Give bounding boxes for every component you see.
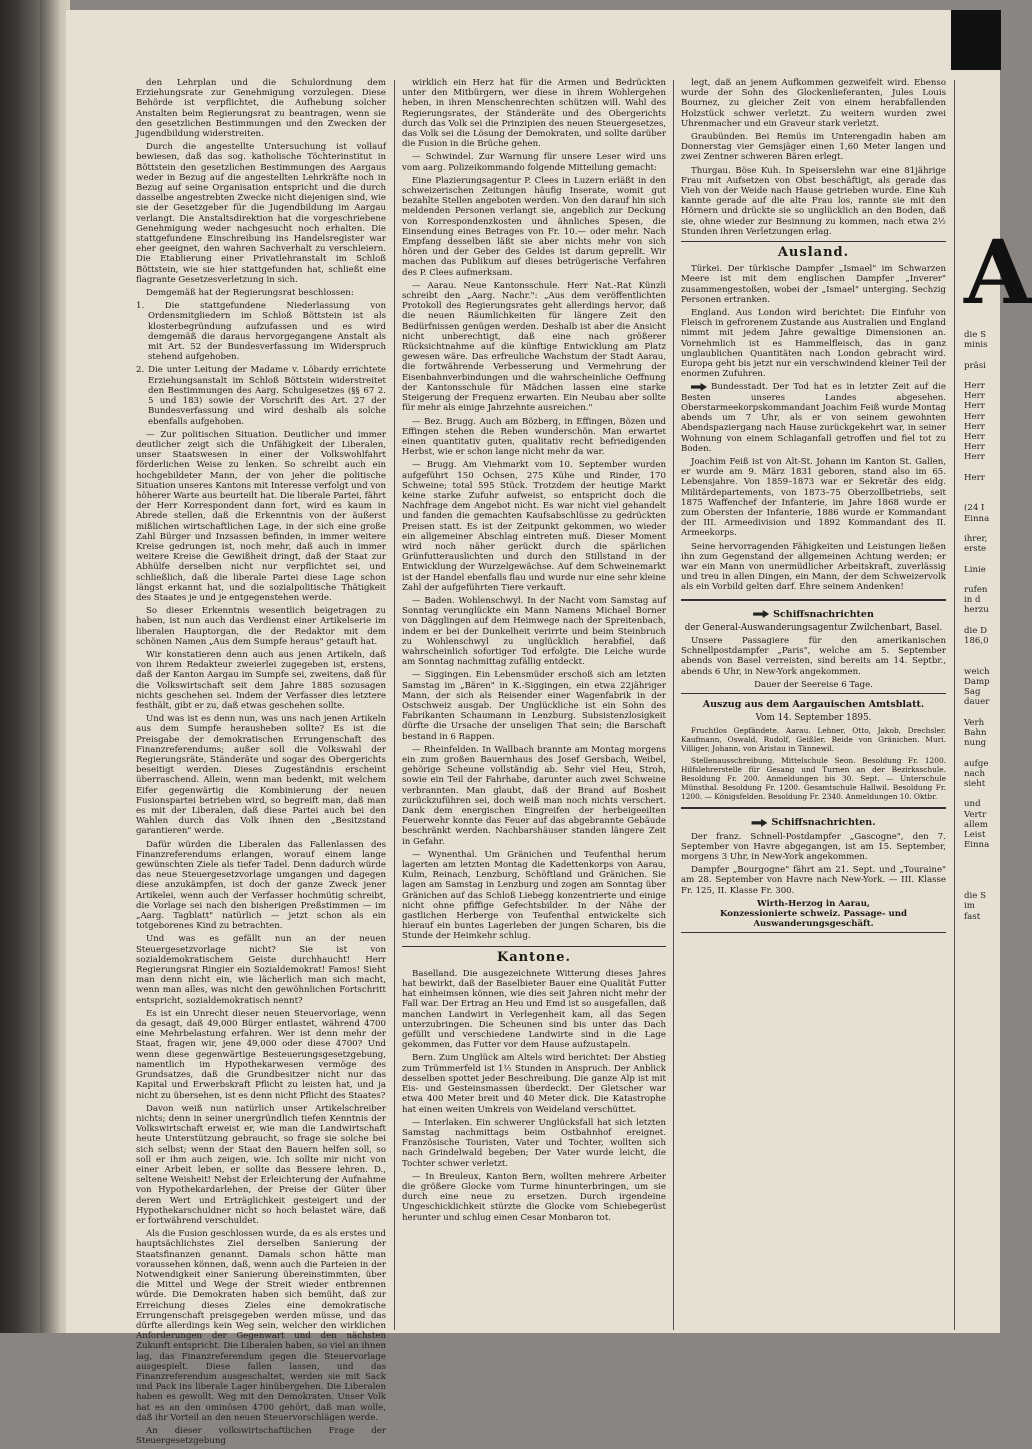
paragraph: Es ist ein Unrecht dieser neuen Steuervorlage, wenn da gesagt, daß 49,000 Bürger entlastet, während 4700 eine Mehrbelastung erfahren. Wer ist denn mehr der Staat, fragen wir, jene 49,000 oder diese 4700? Und wenn diese gegenwärtige Besteuerungsgesetzgebung, namentlich im Hypothekarwesen vermöge des Grundsatzes, daß die Grundbesitzer nicht nur das Kapital und Erwerbskraft Pflicht zu leisten hat, und ja nicht zu übersehen, ist es denn nicht Pflicht des Staates? <box>136 1008 386 1101</box>
news-item: — Rheinfelden. In Wallbach brannte am Montag morgens ein zum großen Bauernhaus des Josef Gersbach, Weibel, gehörige Scheune vollständig ab. Sehr viel Heu, Stroh, sowie ein Teil der Fahrhabe, darunter auch zwei Schweine verbrannten. Man glaubt, daß der Brand auf Bosheit zurückzuführen sei, doch weiß man noch nichts verschert. Dank dem energischen Eingreifen der herbeigeeilten Feuerwehr konnte das Feuer auf das abgebrannte Gebäude beschränkt werden. Nachbarshäuser standen längere Zeit in Gefahr. <box>402 744 666 847</box>
pointing-hand-icon <box>753 610 769 618</box>
amtsblatt-item: Fruchtlos Gepfändete. Aarau. Lehner, Otto, Jakob, Drechsler. Kaufmann, Oswald, Rudolf, Geißler. Beide von Gränichen. Muri. Villiger, Johann, von Aristau in Tännewil. <box>681 726 946 754</box>
paragraph: Als die Fusion geschlossen wurde, da es als erstes und hauptsächlichstes Ziel derselben Sanierung der Staatsfinanzen genannt. Damals schon hätte man voraussehen können, daß, wenn auch die Parteien in der Notwendigkeit einer Sanierung übereinstimmten, über die Mittel und Wege der Streit wieder entbrennen würde. Die Demokraten haben sich bemüht, daß zur Erreichung dieses Zieles eine demokratische Errungenschaft preisgegeben werden müsse, und das dürfte allerdings kein Weg sein, welcher den wirklichen Anforderungen der Gegenwart und den nächsten Zukunft entspricht. Die Liberalen haben, so viel an ihnen lag, das Finanzreferendum gegen die Steuervorlage ausgespielt. Diese fallen lassen, und das Finanzreferendum ausgeschaltet, werden sie mit Sack und Pack ins liberale Lager hinübergehen. Die Liberalen haben es gewollt. Weg mit den Demokraten. Unser Volk hat es an den ominösen 4700 gehört, daß man wolle, daß ihr Vorteil an den neuen Steuervorschlägen werde. <box>136 1229 386 1423</box>
paragraph: Eine Plazierungsagentur P. Clees in Luzern erläßt in den schweizerischen Zeitungen häufig Inserate, womit gut bezahlte Stellen angeboten werden. Von den darauf hin sich meldenden Personen verlangt sie, angeblich zur Deckung von Korrespondenzkosten und ähnliches Spesen, die Einsendung eines Betrages von Fr. 10.— oder mehr. Nach Empfang desselben läßt sie aber nichts mehr von sich hören und der Geber des Geldes ist darum geprellt. Wir machen das Publikum auf dieses betrügerische Verfahren des P. Clees aufmerksam. <box>402 175 666 278</box>
paragraph: Seine hervorragenden Fähigkeiten und Leistungen ließen ihn zum Gegenstand der allgemeinen Achtung werden; er war ein Mann von unermüdlicher Arbeitskraft, zuverlässig und treu in allen Dingen, ein Mann, der dem Schweizervolk als ein Vorbild gelten darf. Ehre seinem Andenken! <box>681 541 946 593</box>
news-item: — Brugg. Am Viehmarkt vom 10. September wurden aufgeführt 150 Ochsen, 275 Kühe und Rinder, 170 Schweine; total 595 Stück. Trotzdem der heutige Markt keine starke Zufuhr aufweist, so entspricht doch die Nachfrage dem Angebot nicht. Es war nicht viel gehandelt und fanden die gemachten Kaufsabschlüsse zu gedrückten Preisen statt. Es ist der Zeitpunkt gekommen, wo wieder ein allgemeiner Abschlag eintreten muß. Dieser Moment wird noch näher gerückt durch die spärlichen Grünfutterauslichten und durch den Stillstand in der Entwicklung der Wurzelgewächse. Auf dem Schweinemarkt ist der Handel ebenfalls flau und wurde nur eine sehr kleine Zahl der aufgeführten Tiere verkauft. <box>402 460 666 593</box>
news-item: — Aarau. Neue Kantonsschule. Herr Nat.-Rat Künzli schreibt den „Aarg. Nachr.": „Aus dem veröffentlichten Protokoll des Regierungsrates geht allerdings hervor, daß die neuen Räumlichkeiten für längere Zeit den Bedürfnissen genügen werden. Deshalb ist aber die Ansicht nicht unberechtigt, daß eine nach größerer Rücksichtnahme auf die künftige Entwicklung am Platz gewesen wäre. Das erfreuliche Wachstum der Stadt Aarau, die fortwährende Verbesserung und Vermehrung der Eisenbahnverbindungen und die wahrscheinliche Oeffnung der Kantonsschule für Mädchen lassen eine starke Steigerung der Frequenz erwarten. Ein Neubau aber sollte für mehr als einige Jahrzehnte ausreichen." <box>402 280 666 414</box>
section-divider <box>681 241 946 242</box>
news-item: — In Breuleux, Kanton Bern, wollten mehrere Arbeiter die größere Glocke vom Turme hinunterbringen, um sie durch eine neue zu ersetzen. Durch irgendeine Ungeschicklichkeit stürzte die Glocke vom Schiebegerüst herunter und schlug einen Cesar Monbaron tot. <box>402 1171 666 1223</box>
news-item: — Interlaken. Ein schwerer Unglücksfall hat sich letzten Samstag nachmittags beim Ostbahnhof ereignet. Französische Touristen, Vater und Tochter, wollten sich nach Grindelwald begeben; Der Vater wurde leicht, die Tochter schwer verletzt. <box>402 1117 666 1169</box>
shipping-notice-box <box>681 599 946 694</box>
paragraph: Durch die angestellte Untersuchung ist vollauf bewiesen, daß das sog. katholische Töchterinstitut in Böttstein den gesetzlichen Bestimmungen des Aargaus weder in Bezug auf die angestellten Lehrkräfte noch in Bezug auf seine Organisation entspricht und die durch dasselbe angestrebten Zwecke nicht diejenigen sind, wie sie der Gesetzgeber für die Jugendbildung im Aargau verlangt. Die Anstaltsdirektion hat die vorgeschriebene Genehmigung weder nachgesucht noch erhalten. Die stattgefundene Einschreibung ins Handelsregister war eher geeignet, den wahren Sachverhalt zu verschleiern. Die Etablierung einer Privatlehranstalt im Schloß Böttstein, wie sie hier stattgefunden hat, schließt eine flagrante Gesetzesverletzung in sich. <box>136 142 386 285</box>
column-2 <box>402 78 666 1226</box>
news-item: Graubünden. Bei Remüs im Unterengadin haben am Donnerstag vier Gemsjäger einen 1,60 Meter langen und zwei Zentner schweren Bären erlegt. <box>681 132 946 163</box>
list-item: 2. Die unter Leitung der Madame v. Löbardy errichtete Erziehungsanstalt im Schloß Böttstein widerstreitet den Bestimmungen des Aarg. Schulgesetzes (§§ 67 2. 5 und 183) sowie der Vorschrift des Art. 27 der Bundesverfassung und wird deshalb als solche ebenfalls aufgehoben. <box>136 365 386 427</box>
scan-edge <box>0 0 40 1333</box>
newspaper-page <box>66 10 1032 1447</box>
paragraph: So dieser Erkenntnis wesentlich beigetragen zu haben, ist nun auch das Verdienst einer Artikelserie im liberalen Hauptorgan, die der Redaktor mit dem schönen Namen „Aus dem Sumpfe heraus" getauft hat. <box>136 606 386 647</box>
paragraph: Dampfer „Bourgogne" fährt am 21. Sept. und „Touraine" am 28. September von Havre nach New-York. — III. Klasse Fr. 125, II. Klasse Fr. 300. <box>681 865 946 896</box>
paragraph: — Zur politischen Situation. Deutlicher und immer deutlicher zeigt sich die Unfähigkeit der Liberalen, unser Staatswesen in einer der Volkswohlfahrt förderlichen Weise zu lenken. So schreibt auch ein hochgebildeter Mann, der von jeher die politische Situation unseres Kantons mit Interesse verfolgt und von höherer Warte aus beurteilt hat. Die liberale Partei, fährt der Herr Korrespondent dann fort, wird es kaum in Abrede stellen, daß die Erkenntnis von der äußerst mißlichen wirtschaftlichen Lage, in der sich eine große Zahl Bürger und Inzsassen befinden, in immer weitere Kreise gedrungen ist, noch mehr, daß auch in immer weitere Kreise die Gewißheit dringt, daß der Staat zur Abhülfe derselben nicht nur verpflichtet sei, und schließlich, daß die liberale Partei diese Lage schon längst erkannt hat, und die sozialpolitische Thätigkeit des Staates je und je entgegenstehen werde. <box>136 429 386 603</box>
amtsblatt-item: Stellenausschreibung. Mittelschule Seon. Besoldung Fr. 1200. Hilfslehrerstelle für Gesang und Turnen an der Bezirksschule. Besoldung Fr. 200. Anmeldungen bis 30. Sept. — Unterschule Münsthal. Besoldung Fr. 1200. Gesamtschule Hallwil. Besoldung Fr. 1200. — Königsfelden. Besoldung Fr. 2340. Anmeldungen 10. Oktbr. <box>681 756 946 802</box>
paragraph: legt, daß an jenem Aufkommen gezweifelt wird. Ebenso wurde der Sohn des Glockenlieferanten, Jules Louis Bournez, zu gleicher Zeit von einem herabfallenden Holzstück schwer verletzt. Zu weitern wurden zwei Uhrenmacher und ein Graveur stark verletzt. <box>681 78 946 129</box>
news-item: England. Aus London wird berichtet: Die Einfuhr von Fleisch in gefrorenem Zustande aus Australien und England nimmt mit jedem Jahre gewaltige Dimensionen an. Vornehmlich ist es Hammelfleisch, das in ganz unglaublichen Quantitäten nach London gebracht wird. Europa geht bis jetzt nur ein verschwindend kleiner Teil der enormen Zufuhren. <box>681 308 946 380</box>
news-item: Baselland. Die ausgezeichnete Witterung dieses Jahres hat bewirkt, daß der Baselbieter Bauer eine Qualität Futter hat einheimsen können, wie dies seit Jahren nicht mehr der Fall war. Der Ertrag an Heu und Emd ist so ausgefallen, daß manchen Landwirt in Verlegenheit kam, all das Segen unterzubringen. Die Scheunen sind bis unter das Dach gefüllt und verschiedene Landwirte sind in die Lage gekommen, das Futter vor dem Hause aufzustapeln. <box>402 968 666 1051</box>
paragraph: An dieser volkswirtschaftlichen Frage der Steuergesetzgebung <box>136 1426 386 1447</box>
news-item: Thurgau. Böse Kuh. In Speiserslehn war eine 81jährige Frau mit Aufsetzen von Obst beschäftigt, als gerade das Vieh von der Weide nach Hause getrieben wurde. Eine Kuh kannte gerade auf die alte Frau los, rannte sie mit den Hörnern und drückte sie so unglücklich an den Boden, daß sie, ohne wieder zur Besinnung zu kommen, nach etwa 2½ Stunden ihren Verletzungen erlag. <box>681 165 946 237</box>
advertiser-subtitle: Konzessionierte schweiz. Passage- und Auswanderungsgeschäft. <box>719 909 908 930</box>
shipping-agency: der General-Auswanderungsagentur Zwilchenbart, Basel. <box>684 622 943 633</box>
section-heading-kantone: Kantone. <box>496 949 572 965</box>
pointing-hand-icon <box>751 819 767 827</box>
paragraph: Wir konstatieren denn auch aus jenen Artikeln, daß von ihrem Redakteur zweierlei zugegeben ist, erstens, daß der Kanton Aargau im Sumpfe sei, zweitens, daß für die Volkswirtschaft seit dem Jahre 1885 sozusagen nichts geschehen sei. Indem der Verfasser dies letztere festhält, gibt er zu, daß etwas geschehen sollte. <box>136 649 386 711</box>
list-item: 1. Die stattgefundene Niederlassung von Ordensmitgliedern im Schloß Böttstein ist als klosterbegründung aufzufassen und es wird demgemäß die daraus hervorgegangene Anstalt als mit Art. 52 der Bundesverfassung im Widerspruch stehend aufgehoben. <box>136 301 386 363</box>
column-rule <box>394 80 395 1330</box>
paragraph: Demgemäß hat der Regierungsrat beschlossen: <box>146 288 354 299</box>
pointing-hand-icon <box>691 383 707 391</box>
news-item: — Schwindel. Zur Warnung für unsere Leser wird uns vom aarg. Polizeikommando folgende Mitteilung gemacht: <box>402 152 666 173</box>
news-item: Türkei. Der türkische Dampfer „Ismael" im Schwarzen Meere ist mit dem englischen Dampfer „Inverer" zusammengestoßen, wobei der „Ismael" unterging. Sechzig Personen ertranken. <box>681 264 946 305</box>
paragraph: Joachim Feiß ist von Alt-St. Johann im Kanton St. Gallen, er wurde am 9. März 1831 geboren, stand also im 65. Lebensjahre. Von 1859–1873 war er Sekretär des eidg. Militärdepartements, von 1873–75 Oberzollbetriebs, seit 1875 Waffenchef der Infanterie, im Jahre 1868 wurde er zum Obersten der Infanterie, 1886 wurde er Kommandant der III. Armeedivision und 1892 Kommandant des II. Armeekorps. <box>681 456 946 539</box>
shipping-notice-title: Schiffsnachrichten. <box>681 818 946 828</box>
column-3 <box>681 78 946 939</box>
scan-corner-shadow <box>951 10 1001 70</box>
paragraph: wirklich ein Herz hat für die Armen und Bedrückten unter den Mitbürgern, wer diese in ihrem Wohlergehen heben, in ihren Menschenrechten schützen will. Wahl des Regierungsrates, der Ständeräte und des Obergerichts durch das Volk sei die Prinzipien des neuen Steuergesetzes, das Volk sei die Lösung der Demokraten, und sollte darüber die Fusion in die Brüche gehen. <box>402 78 666 150</box>
voyage-duration: Dauer der Seereise 6 Tage. <box>754 679 873 690</box>
paragraph: Dafür würden die Liberalen das Fallenlassen des Finanzreferendums erlangen, worauf einem lange gewünschten Ziele als tiefer Tadel. Denn dadurch würde das neue Steuergesetzvorlage umgangen und dagegen diese anzukämpfen, ist doch der ganze Zweck jener Artikelei, wenn auch der Verfasser hochmütig schreibt, die Vorlage sei nach den bisherigen Preßstimmen — im „Aarg. Tagblatt" natürlich — jetzt schon als ein totgeborenes Kind zu betrachten. <box>136 839 386 932</box>
news-item-text: Bundesstadt. Der Tod hat es in letzter Zeit auf die Besten unseres Landes abgesehen. Oberstarmeekorpskommandant Joachim Feiß wurde Montag abends um 7 Uhr, als er von seinem gewohnten Abendspaziergang nach Hause zurückgekehrt war, in seiner Wohnung von einem Schlaganfall getroffen und fiel tot zu Boden. <box>681 382 946 454</box>
paragraph: Davon weiß nun natürlich unser Artikelschreiber nichts; denn in seiner unergründlich tiefen Kenntnis der Volkswirtschaft erweist er, wie man die Landwirtschaft heute Unterstützung gebraucht, so frage sie solche bei sich selbst; wenn der Staat den Bauern helfen soll, so soll er ihm auch zeigen, wie. Ich sollte mir nicht von einer Arbeit leben, er sollte das Bessere lehren. D., seltene Weisheit! Nebst der Erleichterung der Aufnahme von Hypothekardarlehen, der Preise der Güter über deren Wert und Erträglichkeit gesteigert und der Hypothekarschuldner nicht so hoch belastet wäre, daß er fortwährend verschuldet. <box>136 1103 386 1226</box>
adjacent-page-fragment: die S minis präsi Herr Herr Herr Herr Herr Herr Herr Herr Herr (24 I Einna ihrer, erste Linie rufen in d herzu die D 186,0 weich Damp Sag dauer Verh Bahn nung aufge nach sieht und Vertr allem Leist Einna die S im fast <box>964 330 990 922</box>
section-divider <box>402 946 666 947</box>
column-rule <box>673 80 674 1330</box>
column-rule <box>954 80 955 1330</box>
news-item: — Siggingen. Ein Lebensmüder erschoß sich am letzten Samstag im „Bären" in K.-Siggingen, ein etwa 22jähriger Mann, der sich als Reisender einer Wagenfabrik in der Ostschweiz ausgab. Der Unglückliche ist ein Sohn des Fabrikanten Schaumann in Lenzburg. Subsistenzlosigkeit dürfte die Ursache der unseligen That sein; die Barschaft bestand in 6 Rappen. <box>402 670 666 742</box>
paragraph: den Lehrplan und die Schulordnung dem Erziehungsrate zur Genehmigung vorzulegen. Diese Behörde ist verpflichtet, die Aufhebung solcher Anstalten beim Regierungsrat zu beantragen, wenn sie den gesetzlichen Bestimmungen und den Zwecken der Jugendbildung widerstreiten. <box>136 78 386 140</box>
paragraph: Unsere Passagiere für den amerikanischen Schnellpostdampfer „Paris", welche am 5. September abends von Basel verreisten, sind bereits am 14. Septbr., abends 6 Uhr, in New-York angekommen. <box>681 635 946 677</box>
news-item: Bern. Zum Unglück am Altels wird berichtet: Der Abstieg zum Trümmerfeld ist 1½ Stunden in Anspruch. Der Anblick desselben spottet jeder Beschreibung. Die ganze Alp ist mit Eis- und Gesteinsmassen überdeckt. Der Gletscher war etwa 400 Meter breit und 40 Meter dick. Die Katastrophe hat einen weiten Umkreis von Weideland verschüttet. <box>402 1053 666 1115</box>
advertiser-name: Wirth-Herzog in Aarau, <box>757 898 870 909</box>
news-item <box>681 382 946 453</box>
paragraph: Und was es gefällt nun an der neuen Steuergesetzvorlage nicht? Sie ist von sozialdemokratischem Geiste durchhaucht! Herr Regierungsrat Ringier ein Sozialdemokrat! Famos! Sieht man denn nicht ein, wie lächerlich man sich macht, wenn man alles, was nicht den gewöhnlichen Fortschritt entspricht, sozialdemokratisch nennt? <box>136 934 386 1006</box>
news-item: — Baden. Wohlenschwyl. In der Nacht vom Samstag auf Sonntag verunglückte ein Mann Namens Michael Borner von Dägglingen auf dem Heimwege nach der Spreitenbach, indem er bei der Dunkelheit verirrte und beim Steinbruch zu Wohlenschwyl zu unglücklich herabfiel, daß wahrscheinlich sofortiger Tod erfolgte. Die Leiche wurde am Sonntag nachmittag zufällig entdeckt. <box>402 595 666 668</box>
column-1 <box>136 78 386 1449</box>
shipping-notice-title: Schiffsnachrichten <box>681 610 946 620</box>
news-item: — Bez. Brugg. Auch am Bözberg, in Effingen, Bözen und Effingen stehen die Reben wunderschön. Man erwartet einen quantitativ guten, qualitativ recht befriedigenden Herbst, wie er schon lange nicht mehr da war. <box>402 416 666 458</box>
paragraph: Und was ist es denn nun, was uns nach jenen Artikeln aus dem Sumpfe herausheben sollte? Es ist die Preisgabe der demokratischen Errungenschaft des Finanzreferendums; außer soll die Volkswahl der Regierungsräte, Ständeräte und sogar des Obergerichts beseitigt werden. Dieses Zugeständnis erscheint überraschend. Allein, wenn man bedenkt, mit welchem Eifer gegenwärtig die Kombinierung der neuen Fusionspartei betrieben wird, so begreift man, daß man es mit der Liberalen, daß diese Partei auch bei den Wahlen durch das Volk ihnen den „Besitzstand garantieren" werde. <box>136 714 386 837</box>
amtsblatt-date: Vom 14. September 1895. <box>755 713 872 724</box>
section-heading-ausland: Ausland. <box>777 245 850 261</box>
paragraph: Der franz. Schnell-Postdampfer „Gascogne", den 7. September von Havre abgegangen, ist am 15. September, morgens 3 Uhr, in New-York angekommen. <box>681 831 946 862</box>
shipping-notice-box-2 <box>681 807 946 933</box>
news-item: — Wynenthal. Um Gränichen und Teufenthal herum lagerten am letzten Montag die Kadettenkorps von Aarau, Kulm, Reinach, Lenzburg, Schöftland und Gränichen. Sie lagen am Samstag in Lenzburg und zogen am Sonntag über Gränichen auf das Schloß Liebegg konzentrierte und einige nicht ohne pfiffige Gefechtsbilder. In der Nähe der gastlichen Herberge von Teufenthal entwickelte sich hierauf ein buntes Lagerleben der jungen Scharen, bis die Stunde der Heimkehr schlug. <box>402 849 666 942</box>
adjacent-page-letter: A <box>964 220 1032 324</box>
amtsblatt-heading: Auszug aus dem Aargauischen Amtsblatt. <box>702 698 925 710</box>
